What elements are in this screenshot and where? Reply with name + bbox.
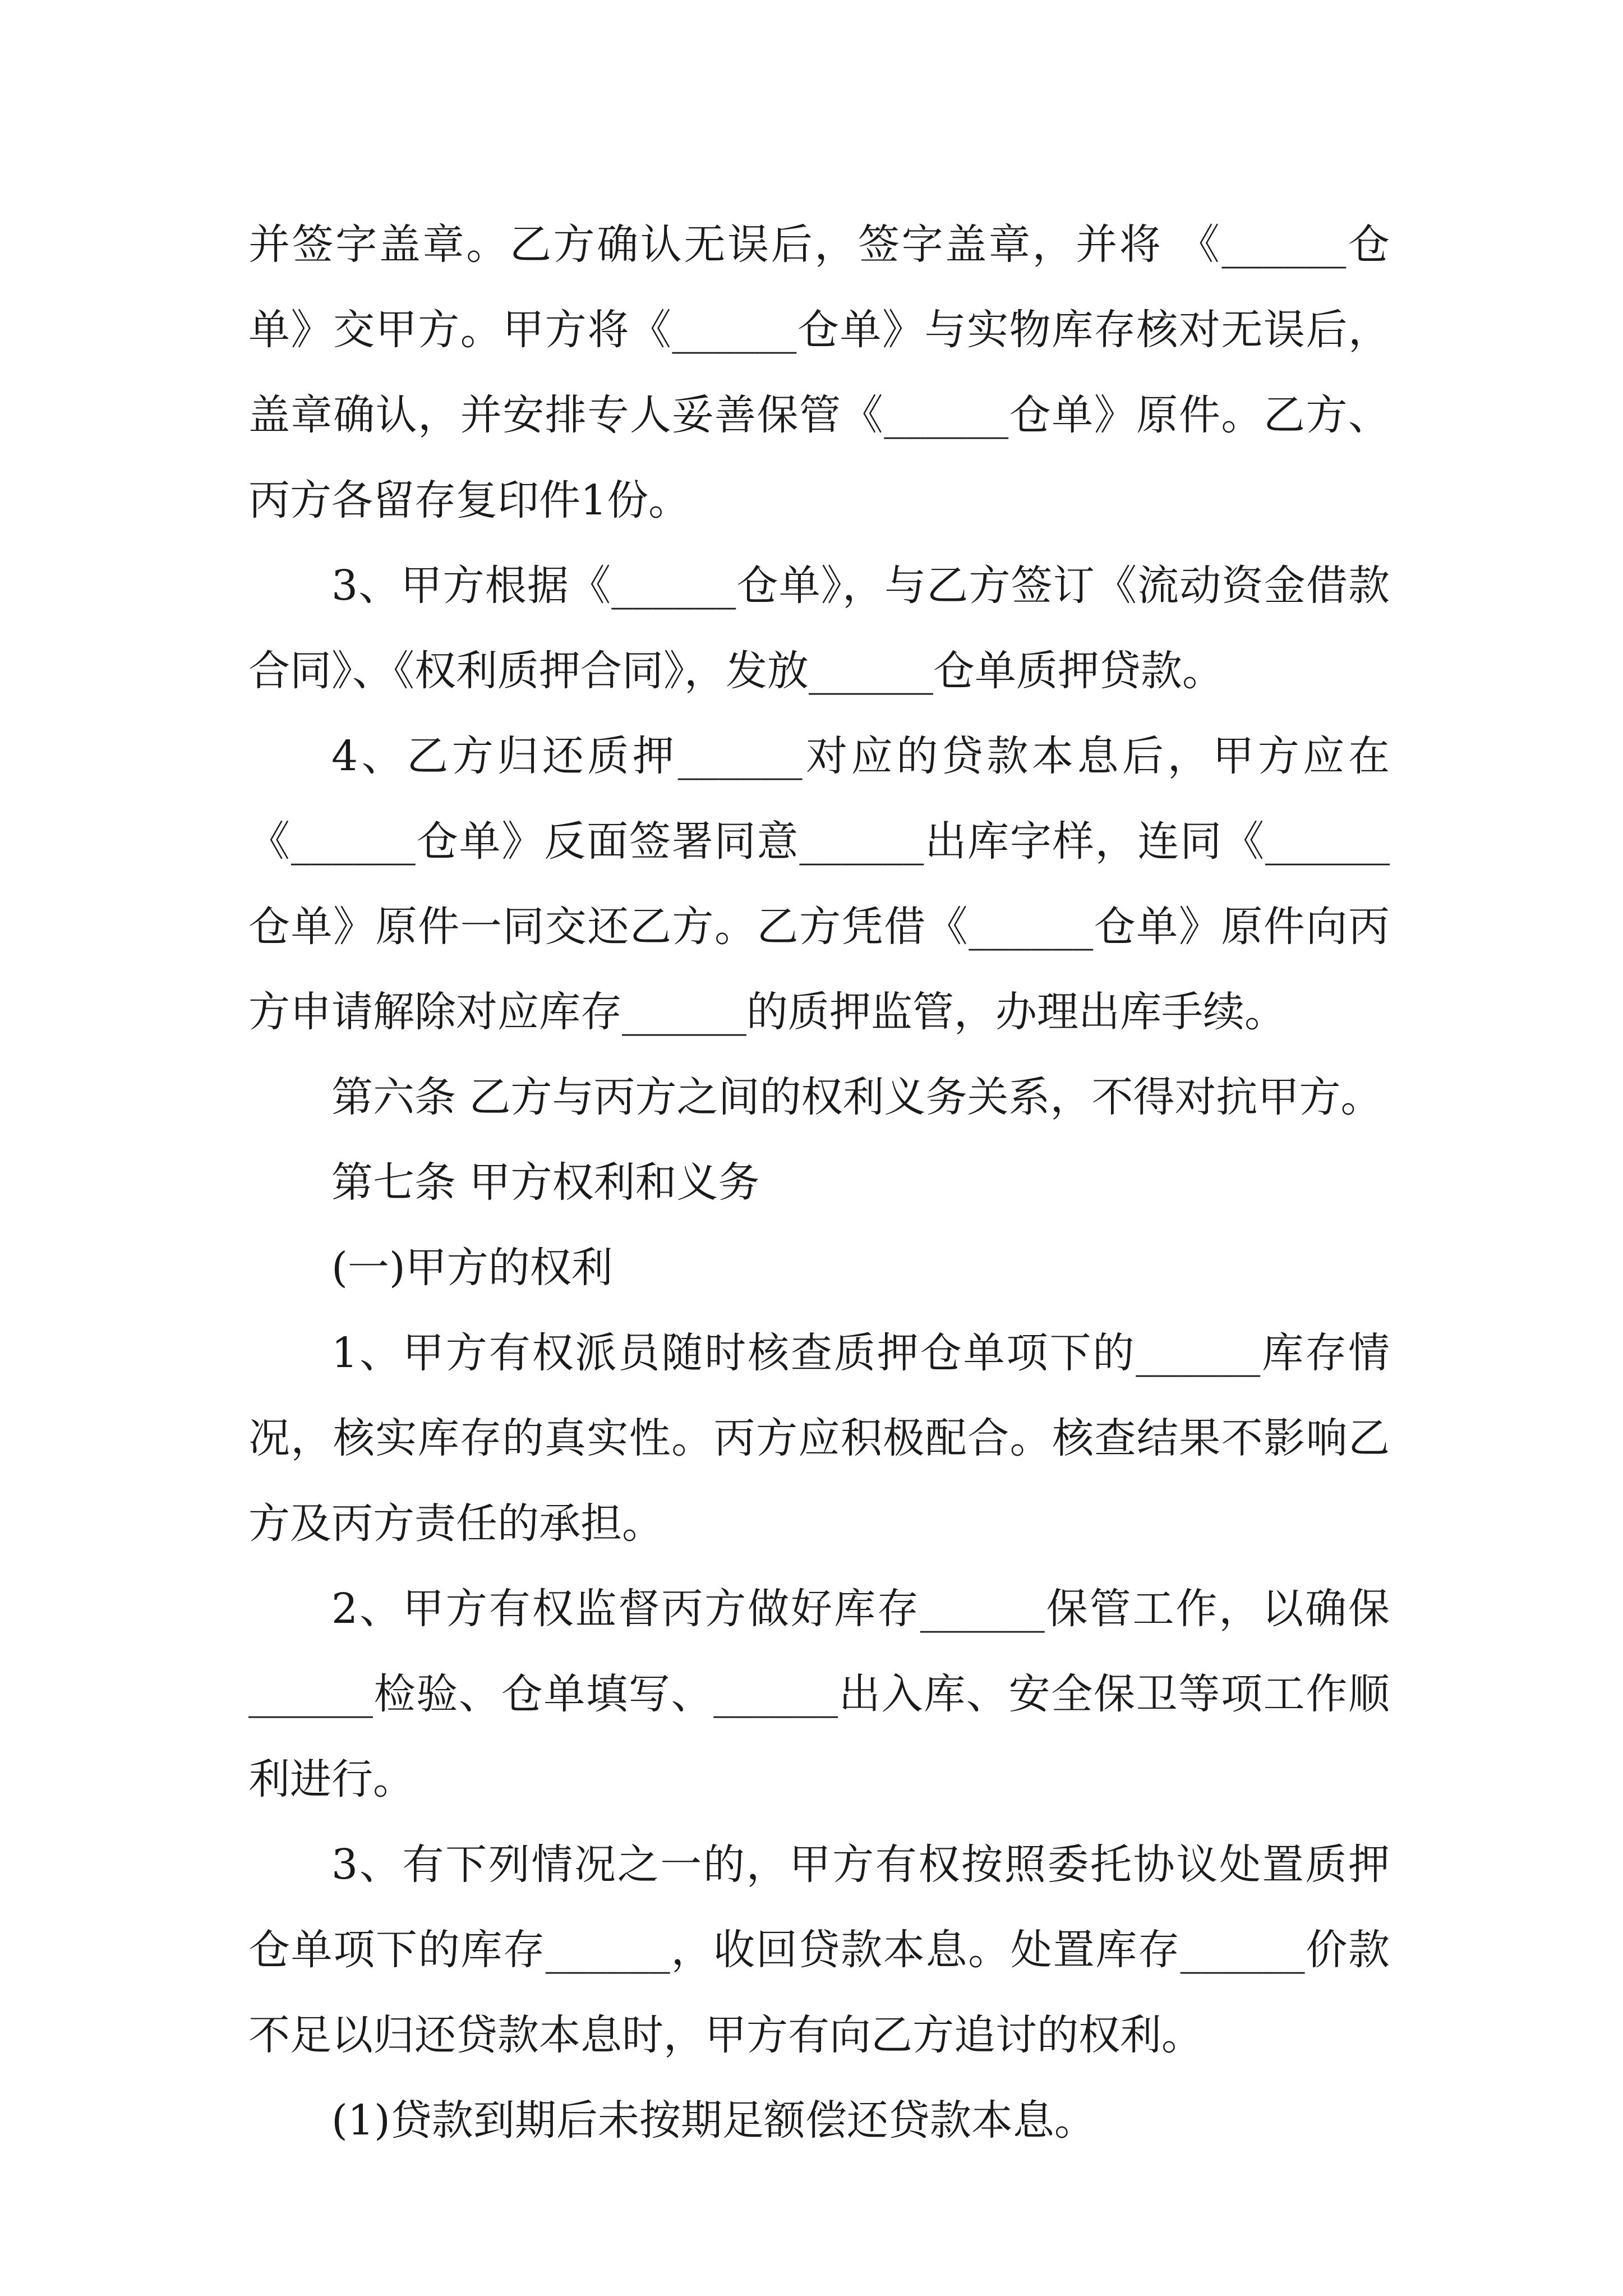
paragraph-right-3: 3、有下列情况之一的，甲方有权按照委托协议处置质押仓单项下的库存______，收回贷款本息。处置库存______价款不足以归还贷款本息时，甲方有向乙方追讨的权利。: [248, 1841, 1390, 2059]
paragraph-condition-1: (1)贷款到期后未按期足额偿还贷款本息。: [331, 2096, 1096, 2145]
paragraph-right-2: 2、甲方有权监督丙方做好库存______保管工作，以确保______检验、仓单填写、______出入库、安全保卫等项工作顺利进行。: [248, 1585, 1390, 1803]
paragraph-signing: 并签字盖章。乙方确认无误后，签字盖章，并将 《______仓单》交甲方。甲方将《______仓单》与实物库存核对无误后，盖章确认，并安排专人妥善保管《______仓单》原件。乙方、丙方各留存复印件1份。: [248, 220, 1390, 524]
heading-article-7: 第七条 甲方权利和义务: [331, 1158, 760, 1207]
paragraph-clause-4: 4、乙方归还质押______对应的贷款本息后，甲方应在《______仓单》反面签署同意______出库字样，连同《______仓单》原件一同交还乙方。乙方凭借《______仓单》原件向丙方申请解除对应库存______的质押监管，办理出库手续。: [248, 732, 1390, 1036]
paragraph-right-1: 1、甲方有权派员随时核查质押仓单项下的______库存情况，核实库存的真实性。丙方应积极配合。核查结果不影响乙方及丙方责任的承担。: [248, 1329, 1390, 1548]
subheading-rights: (一)甲方的权利: [331, 1244, 613, 1292]
paragraph-article-6: 第六条 乙方与丙方之间的权利义务关系，不得对抗甲方。: [331, 1073, 1382, 1121]
document-body: [248, 202, 1390, 2163]
paragraph-clause-3: 3、甲方根据《______仓单》，与乙方签订《流动资金借款合同》、《权利质押合同》，发放______仓单质押贷款。: [248, 562, 1390, 695]
